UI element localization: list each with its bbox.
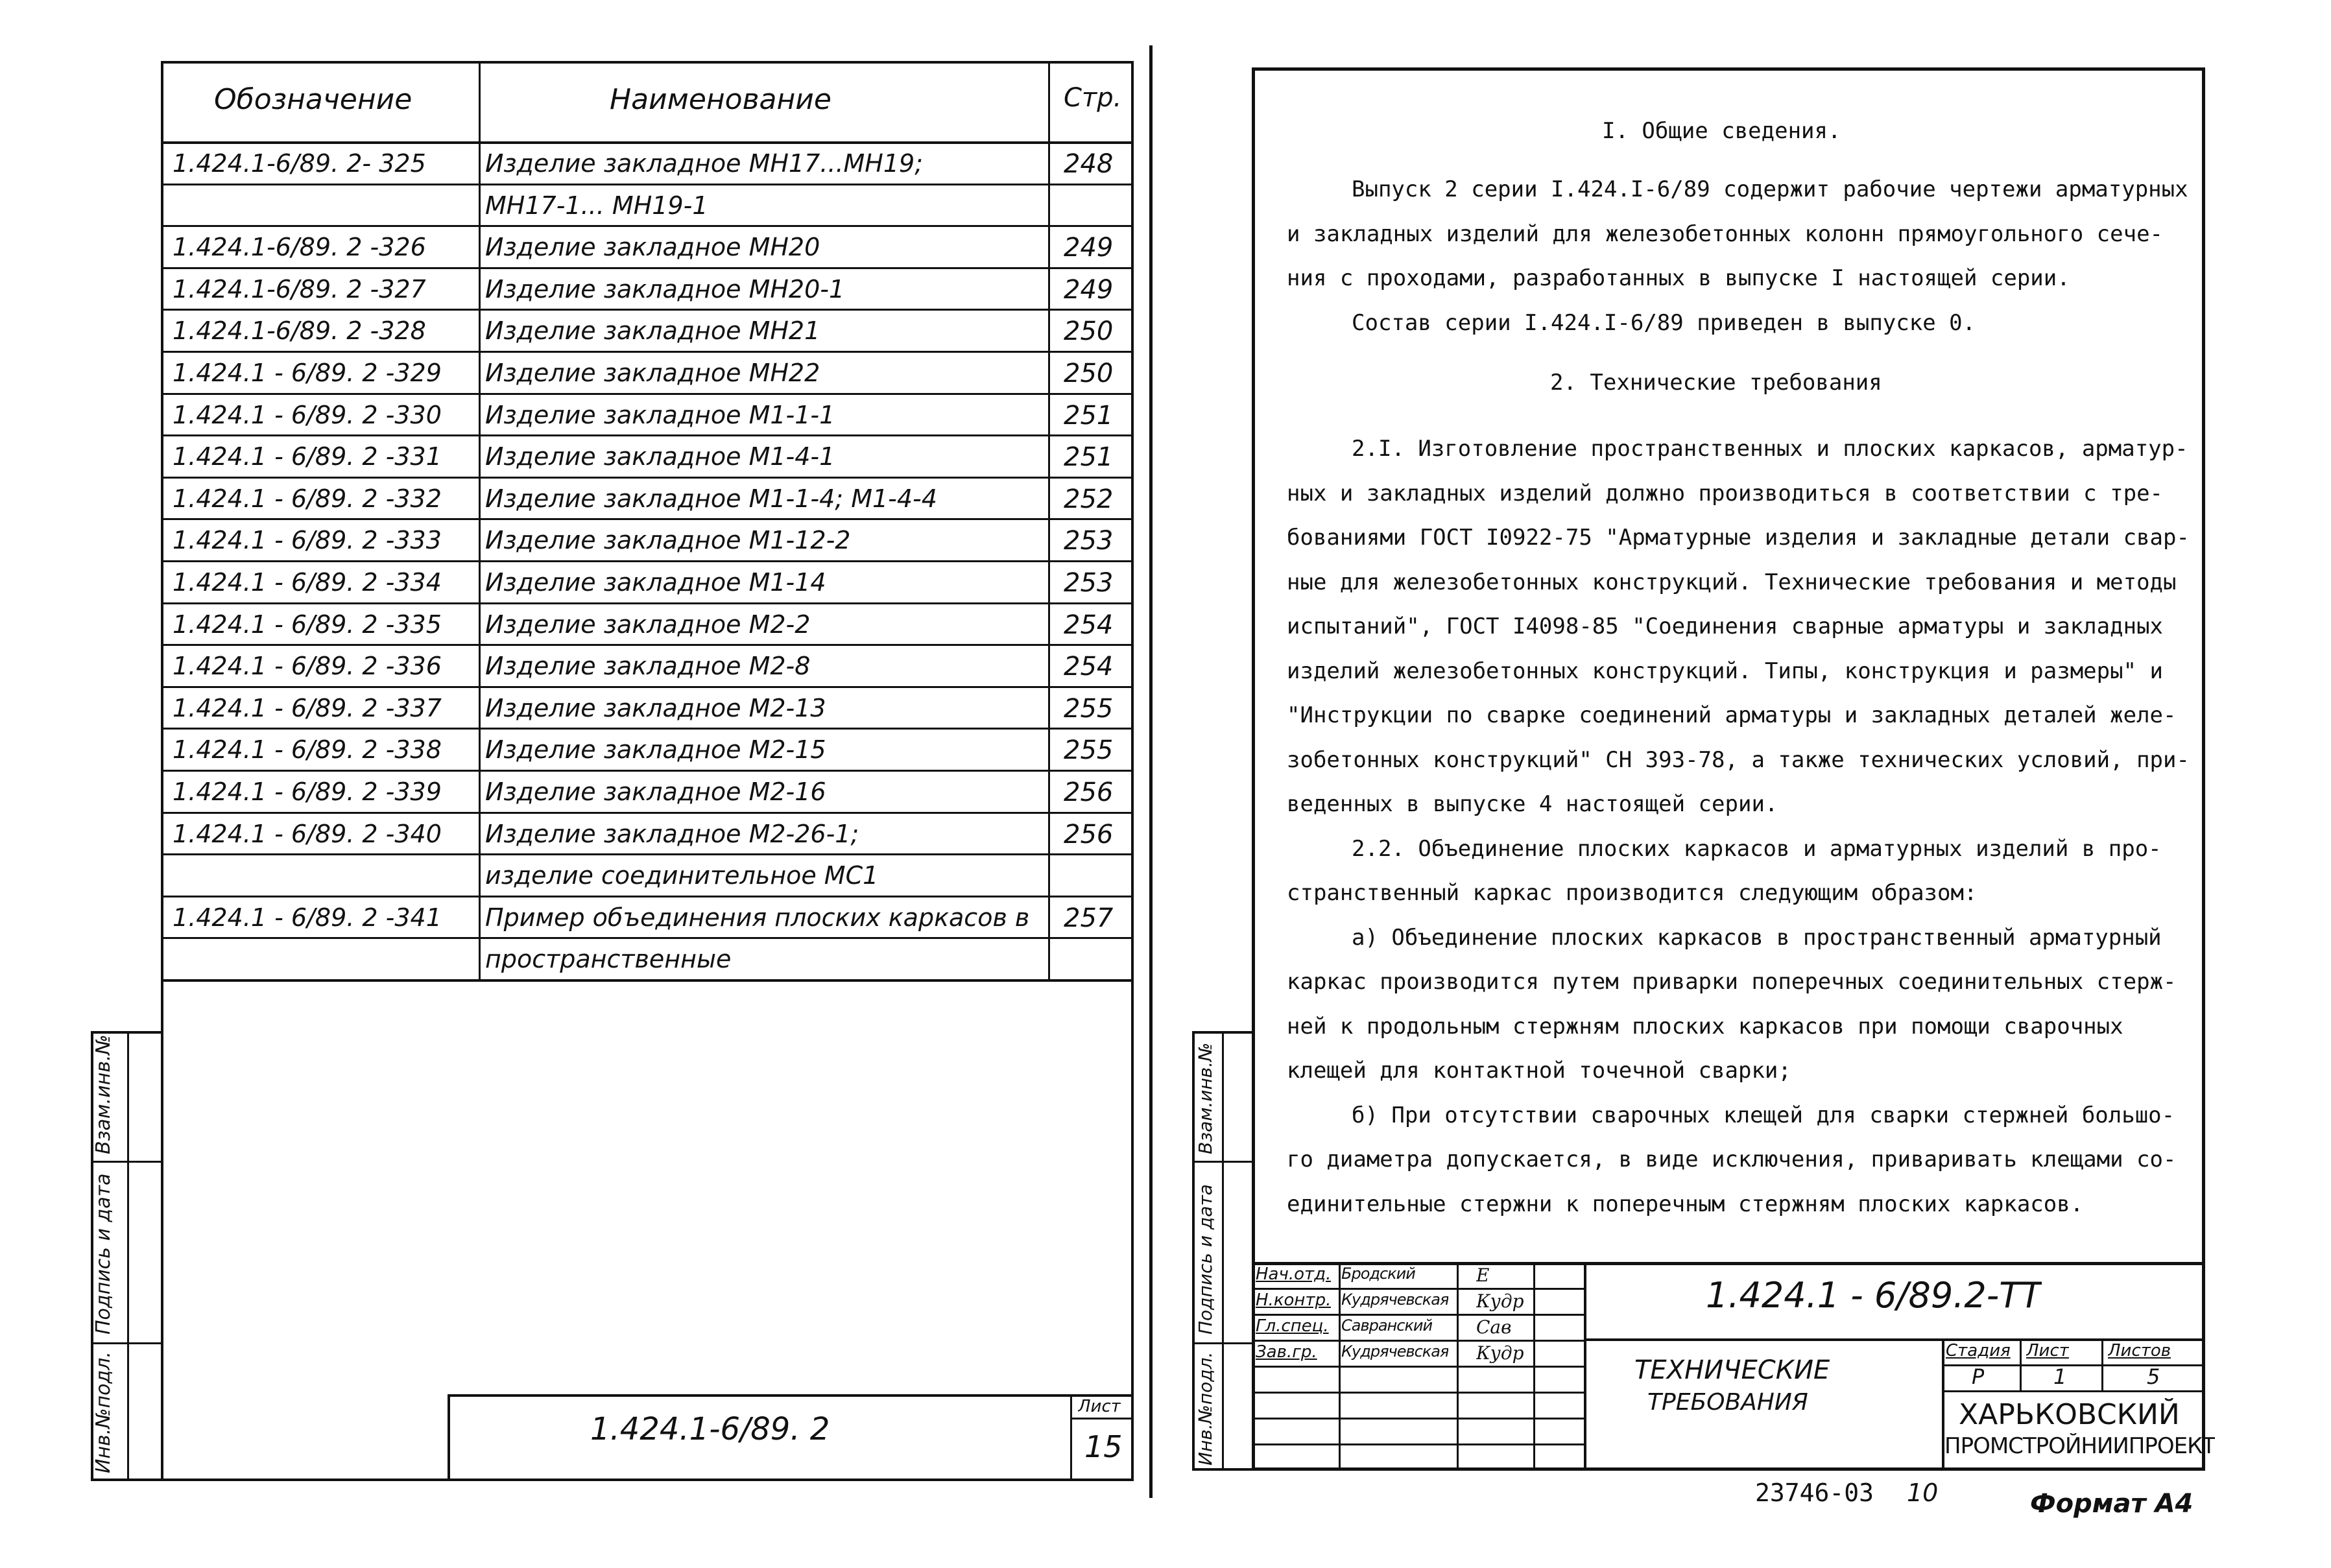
table-cell-page: 249 <box>1064 233 1114 263</box>
table-cell-page: 255 <box>1064 735 1114 766</box>
table-header-rule <box>161 141 1134 144</box>
left-stamp-top-rule <box>448 1394 1134 1397</box>
signature-grid-rule <box>1252 1288 1584 1290</box>
paragraph-line: а) Объединение плоских каркасов в пространственный арматурный <box>1352 924 2162 951</box>
title-block-title-1: ТЕХНИЧЕСКИЕ <box>1634 1355 1830 1385</box>
table-cell-page: 256 <box>1064 778 1114 807</box>
table-row-rule <box>161 728 1134 730</box>
left-side-label-replace: Взам.инв.№ <box>92 1034 115 1154</box>
paragraph-line: Выпуск 2 серии I.424.I-6/89 содержит рабочие чертежи арматурных <box>1352 176 2188 202</box>
table-cell-page: 257 <box>1064 903 1114 933</box>
table-cell-designation: 1.424.1-6/89. 2 -326 <box>173 233 426 262</box>
signature-mark: Е <box>1476 1265 1490 1286</box>
signature-grid-rule <box>1252 1418 1584 1420</box>
table-cell-page: 250 <box>1064 316 1114 347</box>
signature-role: Нач.отд. <box>1256 1265 1332 1284</box>
paragraph-line: испытаний", ГОСТ I4098-85 "Соединения сварные арматуры и закладных <box>1287 613 2164 639</box>
table-cell-name: Изделие закладное М2-26-1; <box>485 819 859 848</box>
table-row-rule <box>161 770 1134 772</box>
signature-grid-rule <box>1252 1366 1584 1368</box>
title-block-code: 1.424.1 - 6/89.2-ТТ <box>1706 1275 2042 1316</box>
paragraph-line: изделий железобетонных конструкций. Типы, конструкция и размеры" и <box>1287 658 2164 684</box>
table-cell-designation: 1.424.1 - 6/89. 2 -330 <box>173 400 442 429</box>
table-row-rule <box>161 853 1134 855</box>
format-label: Формат А4 <box>2030 1489 2194 1519</box>
table-cell-designation: 1.424.1-6/89. 2- 325 <box>173 149 426 178</box>
table-cell-name: Пример объединения плоских каркасов в <box>485 903 1030 932</box>
table-cell-name: Изделие закладное М2-2 <box>485 610 811 639</box>
paragraph-line: ные для железобетонных конструкций. Технические требования и методы <box>1287 569 2177 595</box>
order-number: 23746-03 <box>1755 1479 1874 1507</box>
table-cell-name: Изделие закладное МН20-1 <box>485 274 845 303</box>
table-cell-name: Изделие закладное М1-1-4; М1-4-4 <box>485 484 937 513</box>
paragraph-line: б) При отсутствии сварочных клещей для сварки стержней большо- <box>1352 1102 2175 1128</box>
table-row-rule <box>161 351 1134 353</box>
paragraph-line: ных и закладных изделий должно производиться в соответствии с тре- <box>1287 480 2164 506</box>
right-side-label-replace: Взам.инв.№ <box>1195 1042 1216 1154</box>
table-cell-page: 253 <box>1064 568 1114 598</box>
table-cell-designation: 1.424.1 - 6/89. 2 -341 <box>173 903 442 932</box>
signature-grid-rule <box>1252 1392 1584 1394</box>
organization-line-2: ПРОМСТРОЙНИИПРОЕКТ <box>1944 1433 2216 1459</box>
table-row-rule <box>161 518 1134 520</box>
paragraph-line: единительные стержни к поперечным стержням плоских каркасов. <box>1287 1191 2084 1217</box>
col-header-designation: Обозначение <box>214 83 412 116</box>
signature-grid-rule <box>1252 1443 1584 1445</box>
table-row-rule <box>161 812 1134 814</box>
right-side-label-inv: Инв.№подл. <box>1195 1351 1216 1466</box>
table-cell-designation: 1.424.1 - 6/89. 2 -334 <box>173 568 442 597</box>
heading-technical: 2. Технические требования <box>1550 370 1882 396</box>
table-cell-designation: 1.424.1-6/89. 2 -328 <box>173 316 426 346</box>
title-block-title-2: ТРЕБОВАНИЯ <box>1647 1389 1808 1416</box>
table-cell-name: МН17-1... МН19-1 <box>485 191 708 220</box>
title-block-info-col-2 <box>2101 1338 2103 1390</box>
table-cell-designation: 1.424.1 - 6/89. 2 -339 <box>173 778 442 806</box>
table-cell-designation: 1.424.1 - 6/89. 2 -336 <box>173 652 442 681</box>
table-row-rule <box>161 393 1134 395</box>
signature-mark: Кудр <box>1476 1342 1524 1364</box>
signature-role: Гл.спец. <box>1256 1316 1329 1336</box>
table-row-rule <box>161 184 1134 185</box>
table-row-rule <box>161 644 1134 646</box>
table-row-rule <box>161 602 1134 604</box>
organization-line-1: ХАРЬКОВСКИЙ <box>1959 1398 2180 1431</box>
paragraph-line: "Инструкции по сварке соединений арматуры и закладных деталей желе- <box>1287 702 2177 728</box>
paragraph-line: ней к продольным стержням плоских каркасов при помощи сварочных <box>1287 1013 2123 1039</box>
table-cell-page: 254 <box>1064 652 1114 682</box>
table-cell-designation: 1.424.1 - 6/89. 2 -338 <box>173 735 442 765</box>
sheet-label: Лист <box>2026 1341 2069 1360</box>
table-bottom-rule <box>161 979 1134 982</box>
table-cell-name: Изделие закладное М2-15 <box>485 735 826 765</box>
left-stamp-left-rule <box>448 1394 450 1481</box>
left-stamp-sheet-split <box>1070 1418 1134 1420</box>
table-cell-name: Изделие закладное М2-8 <box>485 652 811 681</box>
paragraph-line: и закладных изделий для железобетонных колонн прямоугольного сече- <box>1287 220 2164 247</box>
table-row-rule <box>161 309 1134 311</box>
signature-role: Зав.гр. <box>1256 1342 1317 1362</box>
table-cell-designation: 1.424.1 - 6/89. 2 -337 <box>173 693 442 722</box>
heading-general: I. Общие сведения. <box>1602 118 1841 144</box>
table-cell-name: Изделие закладное М1-1-1 <box>485 400 835 429</box>
order-page: 10 <box>1907 1479 1939 1507</box>
paragraph-line: клещей для контактной точечной сварки; <box>1287 1058 1791 1084</box>
page-divider <box>1149 45 1153 1498</box>
table-cell-page: 255 <box>1064 693 1114 724</box>
signature-name: Кудрячевская <box>1341 1342 1449 1360</box>
paragraph-line: странственный каркас производится следующим образом: <box>1287 880 1978 906</box>
right-side-label-sign: Подпись и дата <box>1195 1184 1216 1335</box>
table-row-rule <box>161 477 1134 479</box>
table-cell-name: Изделие закладное МН20 <box>485 233 820 262</box>
table-row-rule <box>161 686 1134 688</box>
table-col-rule-2 <box>1048 61 1050 980</box>
signature-mark: Кудр <box>1476 1290 1524 1312</box>
table-cell-name: Изделие закладное М1-14 <box>485 568 826 597</box>
sheet-value: 1 <box>2053 1364 2067 1389</box>
left-side-strip-rule-2 <box>91 1342 163 1344</box>
left-side-label-sign: Подпись и дата <box>92 1173 115 1335</box>
sheets-value: 5 <box>2147 1364 2160 1389</box>
table-cell-designation: 1.424.1 - 6/89. 2 -331 <box>173 442 442 471</box>
paragraph-line: Состав серии I.424.I-6/89 приведен в выпуске 0. <box>1352 309 1976 336</box>
left-stamp-sheet-rule <box>1070 1394 1072 1481</box>
paragraph-line: го диаметра допускается, в виде исключения, приваривать клещами со- <box>1287 1146 2177 1172</box>
signature-name: Бродский <box>1341 1265 1415 1283</box>
stage-label: Стадия <box>1946 1341 2011 1360</box>
table-cell-name: изделие соединительное МС1 <box>485 861 879 890</box>
table-row-rule <box>161 896 1134 897</box>
col-header-page: Стр. <box>1064 83 1122 113</box>
paragraph-line: 2.I. Изготовление пространственных и плоских каркасов, арматур- <box>1352 436 2188 462</box>
table-cell-page: 251 <box>1064 442 1114 473</box>
table-row-rule <box>161 560 1134 562</box>
table-cell-page: 250 <box>1064 359 1114 388</box>
signature-mark: Сав <box>1476 1316 1512 1338</box>
table-cell-name: Изделие закладное М1-4-1 <box>485 442 835 471</box>
table-cell-name: пространственные <box>485 945 732 974</box>
title-block-info-col-1 <box>2020 1338 2022 1390</box>
right-side-strip-rule-2 <box>1192 1342 1254 1344</box>
table-cell-designation: 1.424.1 - 6/89. 2 -329 <box>173 359 442 387</box>
table-cell-name: Изделие закладное МН17...МН19; <box>485 149 924 178</box>
table-cell-designation: 1.424.1 - 6/89. 2 -340 <box>173 819 442 848</box>
table-cell-designation: 1.424.1-6/89. 2 -327 <box>173 274 426 303</box>
signature-name: Кудрячевская <box>1341 1290 1449 1309</box>
paragraph-line: веденных в выпуске 4 настоящей серии. <box>1287 791 1778 817</box>
table-col-rule-1 <box>479 61 481 980</box>
table-row-rule <box>161 267 1134 269</box>
left-side-strip-rule-1 <box>91 1161 163 1163</box>
paragraph-line: зобетонных конструкций" СН 393-78, а также технических условий, при- <box>1287 746 2190 773</box>
table-cell-name: Изделие закладное М2-13 <box>485 693 826 722</box>
table-cell-name: Изделие закладное М1-12-2 <box>485 526 851 555</box>
title-block-rule-date <box>1584 1262 1586 1471</box>
table-cell-page: 252 <box>1064 484 1114 514</box>
table-row-rule <box>161 434 1134 436</box>
right-side-strip-divider <box>1222 1031 1224 1471</box>
table-cell-page: 251 <box>1064 400 1114 431</box>
left-stamp-sheet-label: Лист <box>1078 1397 1121 1416</box>
table-cell-name: Изделие закладное М2-16 <box>485 778 826 806</box>
table-row-rule <box>161 937 1134 939</box>
stage-value: Р <box>1972 1364 1985 1389</box>
table-cell-name: Изделие закладное МН21 <box>485 316 820 346</box>
table-cell-page: 253 <box>1064 526 1114 556</box>
paragraph-line: каркас производится путем приварки поперечных соединительных стерж- <box>1287 969 2177 995</box>
paragraph-line: ния с проходами, разработанных в выпуске I настоящей серии. <box>1287 265 2070 291</box>
table-cell-designation: 1.424.1 - 6/89. 2 -332 <box>173 484 442 513</box>
signature-name: Савранский <box>1341 1316 1433 1335</box>
table-row-rule <box>161 225 1134 227</box>
table-cell-page: 254 <box>1064 610 1114 640</box>
table-cell-page: 248 <box>1064 149 1114 179</box>
signature-role: Н.контр. <box>1256 1290 1332 1310</box>
table-cell-designation: 1.424.1 - 6/89. 2 -333 <box>173 526 442 555</box>
left-stamp-sheet-number: 15 <box>1084 1429 1123 1464</box>
left-side-label-inv: Инв.№подл. <box>92 1351 115 1473</box>
table-cell-designation: 1.424.1 - 6/89. 2 -335 <box>173 610 442 639</box>
table-cell-page: 249 <box>1064 274 1114 305</box>
paragraph-line: бованиями ГОСТ I0922-75 "Арматурные изделия и закладные детали свар- <box>1287 525 2190 551</box>
paragraph-line: 2.2. Объединение плоских каркасов и арматурных изделий в про- <box>1352 835 2162 862</box>
table-cell-page: 256 <box>1064 819 1114 849</box>
signature-grid-rule <box>1252 1314 1584 1316</box>
left-stamp-code: 1.424.1-6/89. 2 <box>590 1411 830 1447</box>
table-cell-name: Изделие закладное МН22 <box>485 359 820 387</box>
right-side-strip-rule-1 <box>1192 1161 1254 1163</box>
col-header-name: Наименование <box>610 83 831 116</box>
left-side-strip-divider <box>127 1031 129 1481</box>
title-block-info-split-2 <box>1942 1390 2205 1392</box>
sheets-label: Листов <box>2108 1341 2171 1360</box>
signature-grid-rule <box>1252 1340 1584 1342</box>
